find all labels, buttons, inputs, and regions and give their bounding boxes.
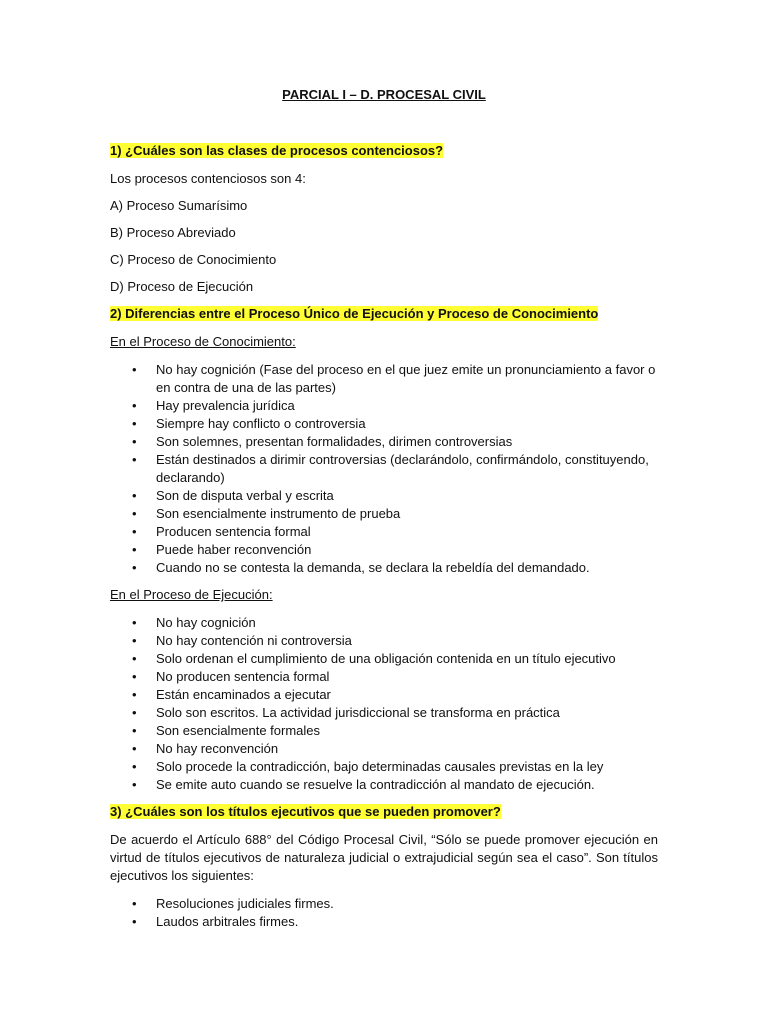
- list-item: • No hay cognición (Fase del proceso en el que juez emite un pronunciamiento a favor o en contra de una de las partes): [132, 362, 656, 395]
- question-1-item: A) Proceso Sumarísimo: [110, 198, 248, 213]
- list-item: • Son esencialmente formales: [132, 723, 321, 738]
- question-1-item: D) Proceso de Ejecución: [110, 279, 254, 294]
- question-1-heading: [110, 142, 658, 160]
- bullet-icon: •: [132, 362, 137, 377]
- question-2-heading: [110, 305, 658, 323]
- question-2-highlight: 2) Diferencias entre el Proceso Único de Ejecución y Proceso de Conocimiento: [110, 306, 599, 321]
- bullet-icon: •: [132, 741, 137, 756]
- list-item: • Siempre hay conflicto o controversia: [132, 416, 366, 431]
- question-1-intro: Los procesos contenciosos son 4:: [110, 171, 306, 186]
- list-item: • Laudos arbitrales firmes.: [132, 914, 299, 929]
- titulos-list: [110, 895, 658, 931]
- conocimiento-list: [110, 361, 658, 577]
- list-item: • Puede haber reconvención: [132, 542, 312, 557]
- bullet-icon: •: [132, 434, 137, 449]
- ejecucion-subheading: En el Proceso de Ejecución:: [110, 587, 273, 602]
- bullet-icon: •: [132, 560, 137, 575]
- bullet-icon: •: [132, 615, 137, 630]
- conocimiento-subheading: En el Proceso de Conocimiento:: [110, 334, 296, 349]
- bullet-icon: •: [132, 633, 137, 648]
- question-1-item: B) Proceso Abreviado: [110, 225, 236, 240]
- bullet-icon: •: [132, 651, 137, 666]
- list-item: • Están destinados a dirimir controversias (declarándolo, confirmándolo, constituyendo, declarando): [132, 452, 649, 485]
- list-item: • No producen sentencia formal: [132, 669, 330, 684]
- list-item: • No hay reconvención: [132, 741, 279, 756]
- bullet-icon: •: [132, 723, 137, 738]
- list-item: • Solo procede la contradicción, bajo determinadas causales previstas en la ley: [132, 759, 604, 774]
- list-item: • Están encaminados a ejecutar: [132, 687, 331, 702]
- bullet-icon: •: [132, 914, 137, 929]
- list-item: • Se emite auto cuando se resuelve la contradicción al mandato de ejecución.: [132, 777, 595, 792]
- list-item: • Producen sentencia formal: [132, 524, 311, 539]
- bullet-icon: •: [132, 705, 137, 720]
- list-item: • No hay cognición: [132, 615, 256, 630]
- bullet-icon: •: [132, 488, 137, 503]
- list-item: • No hay contención ni controversia: [132, 633, 352, 648]
- bullet-icon: •: [132, 759, 137, 774]
- bullet-icon: •: [132, 398, 137, 413]
- bullet-icon: •: [132, 452, 137, 467]
- bullet-icon: •: [132, 416, 137, 431]
- question-1-highlight: 1) ¿Cuáles son las clases de procesos contenciosos?: [110, 143, 444, 158]
- question-1-item: C) Proceso de Conocimiento: [110, 252, 277, 267]
- bullet-icon: •: [132, 687, 137, 702]
- bullet-icon: •: [132, 524, 137, 539]
- list-item: • Son solemnes, presentan formalidades, dirimen controversias: [132, 434, 513, 449]
- question-3-paragraph: De acuerdo el Artículo 688° del Código Procesal Civil, “Sólo se puede promover ejecución en virtud de títulos ejecutivos de naturaleza judicial o extrajudicial según sea el caso”. Son títulos ejecutivos los siguientes:: [110, 832, 658, 883]
- bullet-icon: •: [132, 669, 137, 684]
- bullet-icon: •: [132, 506, 137, 521]
- list-item: • Son esencialmente instrumento de prueba: [132, 506, 401, 521]
- list-item: • Solo son escritos. La actividad jurisdiccional se transforma en práctica: [132, 705, 560, 720]
- question-3-highlight: 3) ¿Cuáles son los títulos ejecutivos que se pueden promover?: [110, 804, 501, 819]
- bullet-icon: •: [132, 777, 137, 792]
- list-item: • Son de disputa verbal y escrita: [132, 488, 334, 503]
- list-item: • Hay prevalencia jurídica: [132, 398, 295, 413]
- question-3-heading: [110, 803, 658, 821]
- bullet-icon: •: [132, 542, 137, 557]
- bullet-icon: •: [132, 896, 137, 911]
- ejecucion-list: [110, 614, 658, 794]
- document-title: PARCIAL I – D. PROCESAL CIVIL: [282, 87, 486, 102]
- list-item: • Cuando no se contesta la demanda, se declara la rebeldía del demandado.: [132, 560, 590, 575]
- list-item: • Solo ordenan el cumplimiento de una obligación contenida en un título ejecutivo: [132, 651, 616, 666]
- list-item: • Resoluciones judiciales firmes.: [132, 896, 334, 911]
